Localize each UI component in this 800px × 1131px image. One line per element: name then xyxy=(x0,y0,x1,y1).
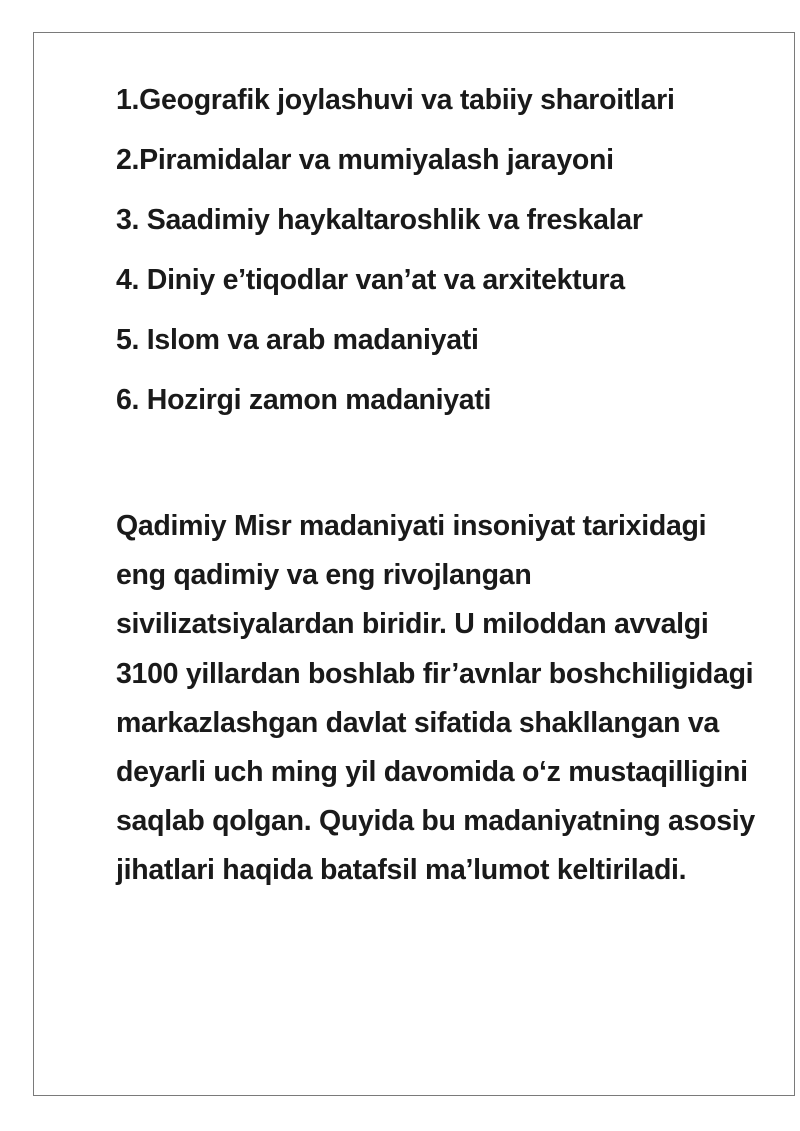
toc-item-1: 1.Geografik joylashuvi va tabiiy sharoitlari xyxy=(116,84,675,116)
intro-paragraph: Qadimiy Misr madaniyati insoniyat tarixidagi eng qadimiy va eng rivojlangan sivilizatsiyalardan biridir. U miloddan avvalgi 3100 yillardan boshlab fir’avnlar boshchiligidagi markazlashgan davlat sifatida shakllangan va deyarli uch ming yil davomida o‘z mustaqilligini saqlab qolgan. Quyida bu madaniyatning asosiy jihatlari haqida batafsil ma’lumot keltiriladi. xyxy=(116,510,755,887)
table-of-contents xyxy=(116,78,756,422)
toc-item-5: 5. Islom va arab madaniyati xyxy=(116,324,479,356)
toc-item-6: 6. Hozirgi zamon madaniyati xyxy=(116,384,492,416)
toc-item-2: 2.Piramidalar va mumiyalash jarayoni xyxy=(116,144,614,176)
document-content xyxy=(116,78,756,896)
toc-item-3: 3. Saadimiy haykaltaroshlik va freskalar xyxy=(116,204,643,236)
toc-item-4: 4. Diniy e’tiqodlar van’at va arxitektura xyxy=(116,264,625,296)
